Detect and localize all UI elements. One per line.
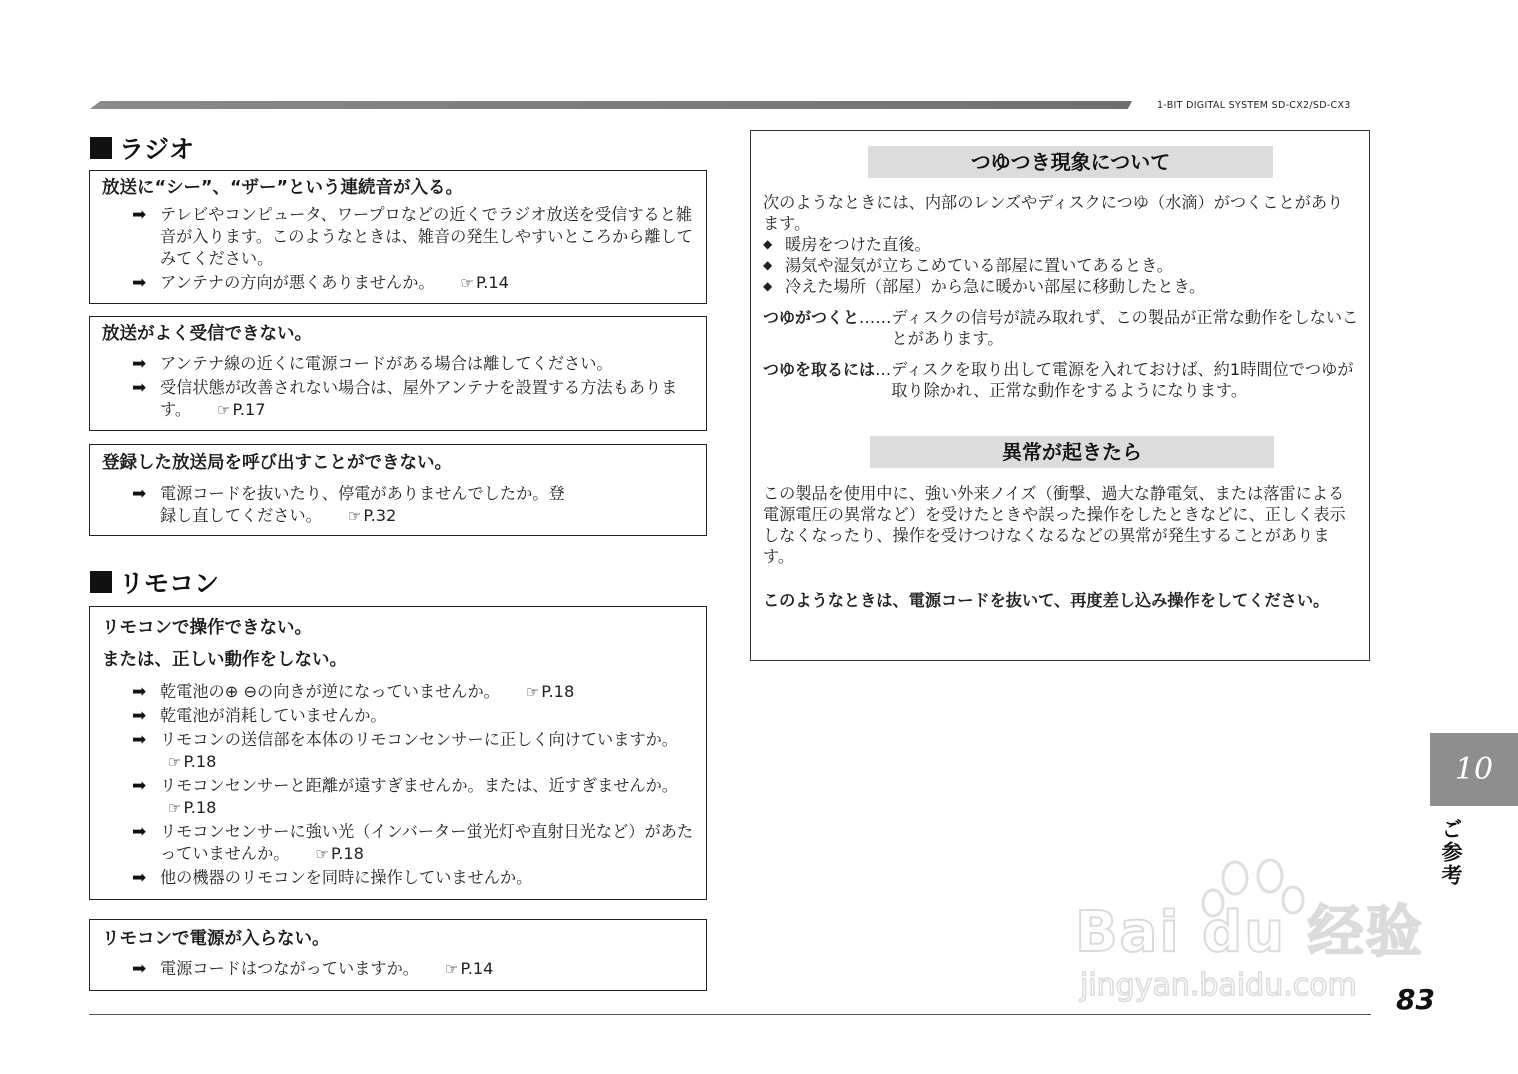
list-item: ➡ 乾電池の⊕ ⊖の向きが逆になっていませんか。 ☞ P.18	[132, 682, 575, 702]
arrow-right-icon: ➡	[132, 868, 147, 888]
pointing-hand-icon: ☞	[445, 960, 459, 978]
watermark-text: Bai du 经验	[1075, 900, 1424, 965]
arrow-right-icon: ➡	[132, 205, 147, 225]
square-bullet-icon	[90, 137, 112, 159]
box-heading: 放送がよく受信できない。	[102, 324, 312, 344]
footer-rule	[89, 1014, 1371, 1015]
box-heading: リモコンで操作できない。	[102, 618, 312, 638]
square-bullet-icon	[90, 571, 112, 593]
arrow-right-icon: ➡	[132, 484, 147, 504]
info-panel	[750, 130, 1370, 661]
radio-box-noise	[89, 170, 707, 304]
pointing-hand-icon: ☞	[460, 274, 474, 292]
condensation-intro: 次のようなときには、内部のレンズやディスクにつゆ（水滴）がつくことがあります。	[763, 193, 1344, 233]
radio-section-title: ラジオ	[90, 130, 194, 166]
list-item: ◆ 冷えた場所（部屋）から急に暖かい部屋に移動したとき。	[763, 277, 1206, 296]
remote-section-title: リモコン	[90, 564, 219, 600]
page-reference: ☞ P.18	[525, 682, 575, 701]
remote-box-operation	[89, 606, 707, 900]
list-item: ◆ 暖房をつけた直後。	[763, 235, 931, 254]
page-reference: ☞ P.32	[347, 506, 397, 525]
diamond-bullet-icon: ◆	[763, 279, 773, 293]
box-heading: リモコンで電源が入らない。	[102, 929, 330, 949]
model-name: 1-BIT DIGITAL SYSTEM SD-CX2/SD-CX3	[1157, 100, 1351, 111]
page-reference: ☞ P.18	[168, 752, 217, 771]
list-item: ➡ アンテナの方向が悪くありませんか。 ☞ P.14	[132, 273, 509, 293]
radio-box-reception	[89, 316, 707, 431]
pointing-hand-icon: ☞	[168, 799, 182, 817]
diamond-bullet-icon: ◆	[763, 258, 773, 272]
list-item: ➡ 電源コードはつながっていますか。 ☞ P.14	[132, 959, 494, 979]
list-item: ➡ 他の機器のリモコンを同時に操作していませんか。	[132, 868, 533, 888]
arrow-right-icon: ➡	[132, 682, 147, 702]
arrow-right-icon: ➡	[132, 354, 147, 374]
arrow-right-icon: ➡	[132, 273, 147, 293]
arrow-right-icon: ➡	[132, 730, 147, 750]
list-item: ◆ 湯気や湿気が立ちこめている部屋に置いてあるとき。	[763, 256, 1173, 275]
list-item: ➡ 乾電池が消耗していませんか。	[132, 706, 387, 726]
pointing-hand-icon: ☞	[347, 507, 362, 525]
watermark-url: jingyan.baidu.com	[1080, 968, 1357, 1003]
list-item: ➡ リモコンセンサーと距離が遠すぎませんか。または、近すぎませんか。☞ P.18	[132, 776, 678, 817]
arrow-right-icon: ➡	[132, 706, 147, 726]
page-reference: ☞ P.17	[217, 400, 266, 419]
arrow-right-icon: ➡	[132, 776, 147, 796]
page-reference: ☞ P.18	[315, 844, 364, 863]
page-reference: ☞ P.14	[460, 273, 509, 292]
list-item: ➡ アンテナ線の近くに電源コードがある場合は離してください。	[132, 354, 613, 374]
box-heading: 登録した放送局を呼び出すことができない。	[102, 453, 452, 473]
term-condensation: つゆがつくと …… ディスクの信号が読み取れず、この製品が正常な動作をしないことがあります。	[763, 308, 1359, 348]
box-heading: 放送に“シー”、“ザー”という連続音が入る。	[102, 178, 464, 198]
pointing-hand-icon: ☞	[217, 401, 231, 419]
arrow-right-icon: ➡	[132, 378, 147, 398]
chapter-label: ご参考	[1439, 818, 1463, 887]
list-item: ➡ 電源コードを抜いたり、停電がありませんでしたか。登録し直してください。 ☞ P.32	[132, 484, 565, 525]
box-heading-2: または、正しい動作をしない。	[102, 650, 347, 670]
condensation-title: つゆつき現象について	[868, 146, 1273, 178]
pointing-hand-icon: ☞	[315, 845, 329, 863]
remote-box-power	[89, 919, 707, 991]
page-reference: ☞ P.14	[445, 959, 494, 978]
abnormal-instruction: このようなときは、電源コードを抜いて、再度差し込み操作をしてください。	[763, 591, 1330, 610]
abnormal-title: 異常が起きたら	[870, 436, 1274, 468]
pointing-hand-icon: ☞	[168, 753, 182, 771]
radio-box-preset	[89, 444, 707, 536]
pointing-hand-icon: ☞	[525, 683, 540, 701]
arrow-right-icon: ➡	[132, 822, 147, 842]
list-item: ➡ テレビやコンピュータ、ワープロなどの近くでラジオ放送を受信すると雑音が入ります。このようなときは、雑音の発生しやすいところから離してみてください。	[132, 205, 693, 268]
term-remove: つゆを取るには … ディスクを取り出して電源を入れておけば、約1時間位でつゆが取り除かれ、正常な動作をするようになります。	[763, 360, 1354, 400]
page-reference: ☞ P.18	[168, 798, 217, 817]
list-item: ➡ リモコンセンサーに強い光（インバーター蛍光灯や直射日光など）があたっていませんか。 ☞ P.18	[132, 822, 694, 863]
diamond-bullet-icon: ◆	[763, 237, 773, 251]
abnormal-text: この製品を使用中に、強い外来ノイズ（衝撃、過大な静電気、または落雷による電源電圧の異常など）を受けたときや誤った操作をしたときなどに、正しく表示しなくなったり、操作を受けつけなくなるなどの異常が発生することがあります。	[763, 484, 1346, 566]
list-item: ➡ 受信状態が改善されない場合は、屋外アンテナを設置する方法もあります。 ☞ P.17	[132, 378, 678, 419]
condensation-bullets	[763, 234, 1359, 297]
header-rule	[90, 101, 1132, 109]
page-number: 83	[1396, 983, 1435, 1016]
chapter-tab: 10	[1430, 733, 1518, 806]
list-item: ➡ リモコンの送信部を本体のリモコンセンサーに正しく向けていますか。☞ P.18	[132, 730, 678, 771]
arrow-right-icon: ➡	[132, 959, 147, 979]
